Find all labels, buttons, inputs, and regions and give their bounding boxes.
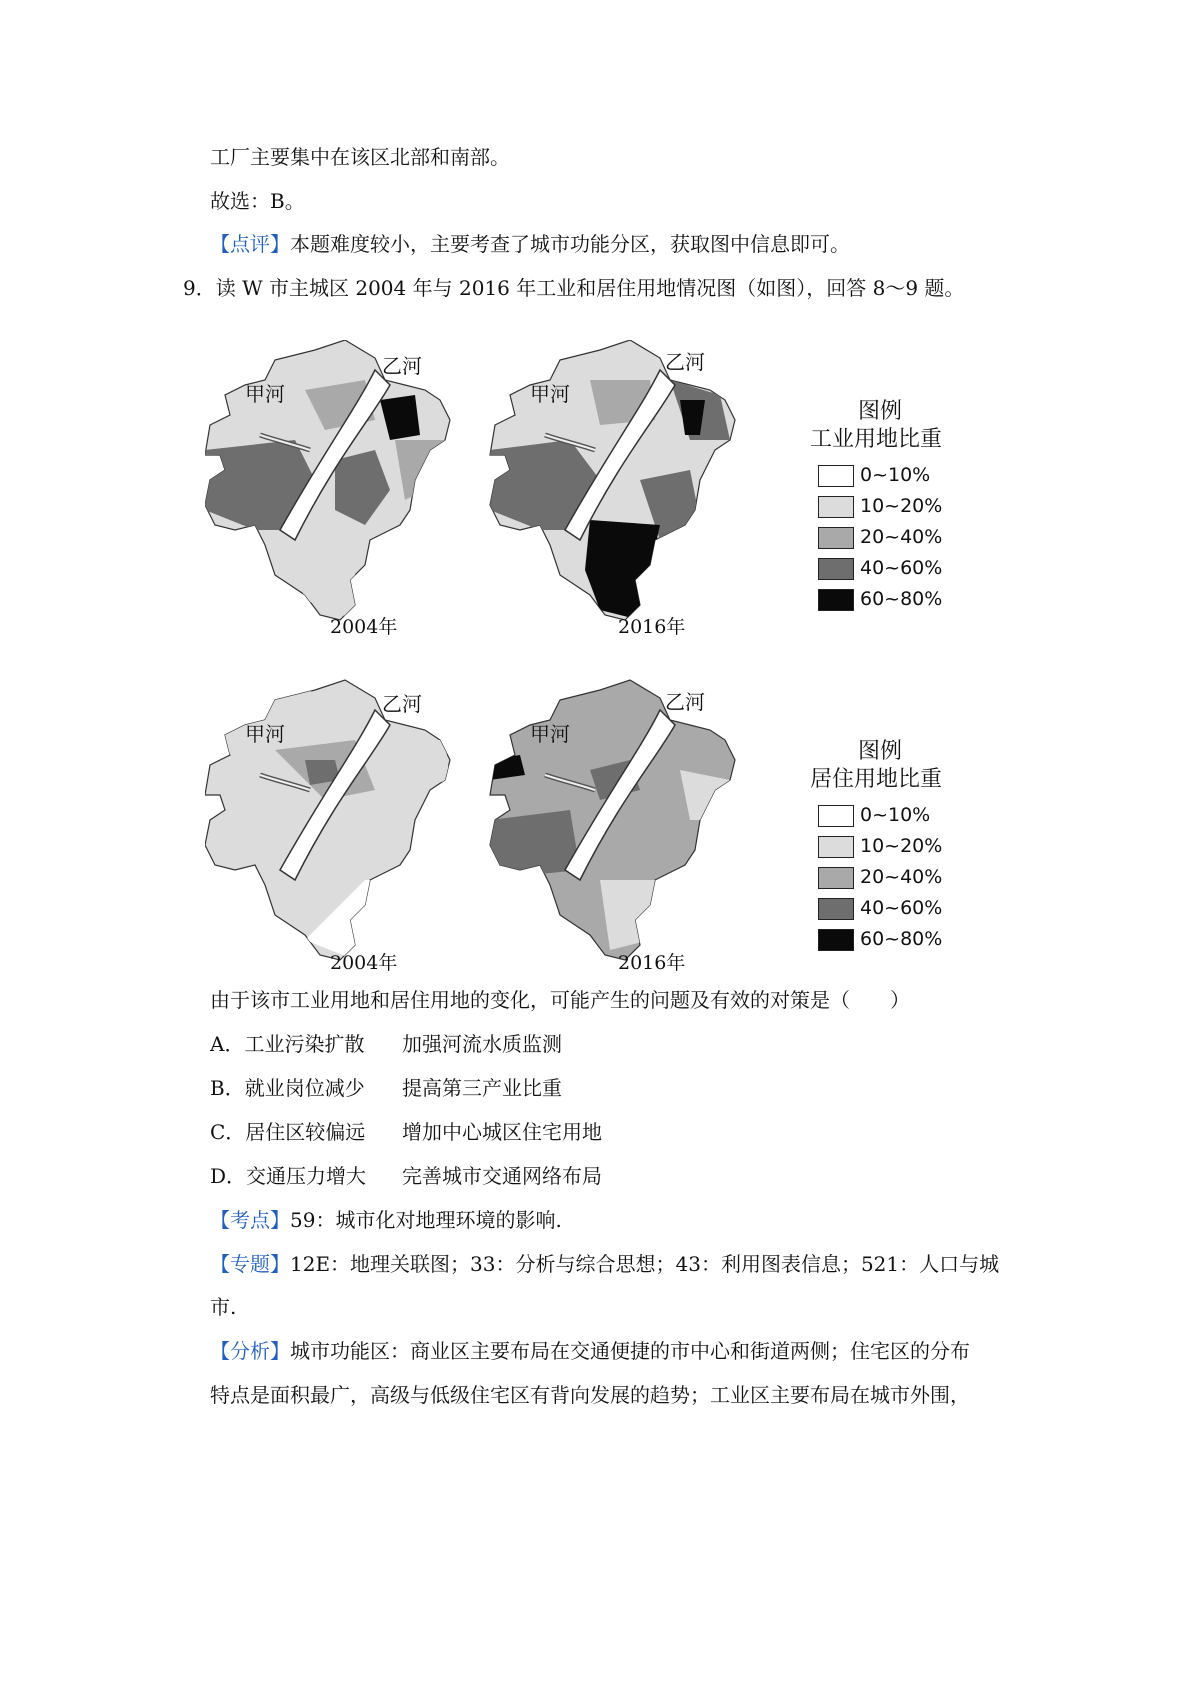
legend-item-label: 40~60% xyxy=(860,897,943,919)
legend-swatch xyxy=(818,496,854,518)
map-industry-2016 xyxy=(490,340,735,620)
option-c[interactable] xyxy=(210,1117,365,1147)
river-label-yi-3: 乙河 xyxy=(382,692,422,716)
fenxi-body: 城市功能区：商业区主要布局在交通便捷的市中心和街道两侧；住宅区的分布 xyxy=(290,1339,970,1363)
legend-item-label: 0~10% xyxy=(860,804,931,826)
fenxi-continuation: 特点是面积最广，高级与低级住宅区有背向发展的趋势；工业区主要布局在城市外围， xyxy=(210,1383,970,1407)
river-label-yi-2: 乙河 xyxy=(665,350,705,374)
legend-item-label: 0~10% xyxy=(860,464,931,486)
question-prompt: 由于该市工业用地和居住用地的变化，可能产生的问题及有效的对策是（ ） xyxy=(210,988,910,1012)
legend-item-label: 40~60% xyxy=(860,557,943,579)
zhuanti-paragraph xyxy=(210,1249,999,1279)
river-label-jia-2: 甲河 xyxy=(530,382,570,406)
question-text: 读 W 市主城区 2004 年与 2016 年工业和居住用地情况图（如图），回答 8～9 题。 xyxy=(215,276,965,300)
year-caption-2004-top: 2004年 xyxy=(330,616,398,638)
river-label-yi-4: 乙河 xyxy=(665,690,705,714)
map-industry-2004 xyxy=(205,340,450,620)
legend-swatch xyxy=(818,929,854,951)
river-label-yi-1: 乙河 xyxy=(382,354,422,378)
comment-body: 本题难度较小，主要考查了城市功能分区，获取图中信息即可。 xyxy=(290,232,850,256)
legend-industry-subtitle: 工业用地比重 xyxy=(810,427,943,452)
kaodian-body: 59：城市化对地理环境的影响. xyxy=(290,1208,562,1232)
fenxi-tag: 【分析】 xyxy=(210,1339,290,1363)
year-caption-2016-top: 2016年 xyxy=(618,616,686,638)
question-number: 9． xyxy=(183,276,216,300)
option-d[interactable] xyxy=(210,1161,366,1191)
map-residence-2016 xyxy=(490,680,735,960)
fenxi-paragraph xyxy=(210,1336,970,1366)
option-b-label: B．就业岗位减少 xyxy=(210,1076,365,1100)
option-d-answer: 完善城市交通网络布局 xyxy=(402,1164,602,1188)
option-b-answer: 提高第三产业比重 xyxy=(402,1076,562,1100)
option-a-label: A．工业污染扩散 xyxy=(210,1032,365,1056)
legend-residence-title: 图例 xyxy=(858,739,903,764)
legend-swatch xyxy=(818,465,854,487)
year-caption-2004-bottom: 2004年 xyxy=(330,952,398,974)
legend-item-label: 20~40% xyxy=(860,866,943,888)
option-b[interactable] xyxy=(210,1073,365,1103)
legend-item-label: 20~40% xyxy=(860,526,943,548)
option-c-label: C．居住区较偏远 xyxy=(210,1120,366,1144)
legend-item-label: 60~80% xyxy=(860,588,943,610)
legend-item-label: 10~20% xyxy=(860,495,943,517)
zhuanti-body: 12E：地理关联图；33：分析与综合思想；43：利用图表信息；521：人口与城 xyxy=(290,1252,1000,1276)
legend-swatch xyxy=(818,836,854,858)
comment-tag: 【点评】 xyxy=(210,232,290,256)
kaodian-paragraph xyxy=(210,1205,562,1235)
zhuanti-tag: 【专题】 xyxy=(210,1252,290,1276)
legend-item-label: 10~20% xyxy=(860,835,943,857)
legend-swatch xyxy=(818,898,854,920)
legend-industry-title: 图例 xyxy=(858,399,903,424)
legend-swatch xyxy=(818,589,854,611)
option-c-answer: 增加中心城区住宅用地 xyxy=(402,1120,602,1144)
river-label-jia-1: 甲河 xyxy=(245,382,285,406)
year-caption-2016-bottom: 2016年 xyxy=(618,952,686,974)
zhuanti-continuation: 市. xyxy=(210,1295,237,1319)
river-label-jia-4: 甲河 xyxy=(530,722,570,746)
legend-swatch xyxy=(818,527,854,549)
text-line-answer: 故选：B。 xyxy=(210,189,305,213)
option-d-label: D．交通压力增大 xyxy=(210,1164,367,1188)
comment-paragraph xyxy=(210,229,850,259)
river-label-jia-3: 甲河 xyxy=(245,722,285,746)
option-a[interactable] xyxy=(210,1029,364,1059)
map-residence-2004 xyxy=(205,680,450,960)
legend-swatch xyxy=(818,805,854,827)
legend-swatch xyxy=(818,867,854,889)
kaodian-tag: 【考点】 xyxy=(210,1208,290,1232)
text-line-factories: 工厂主要集中在该区北部和南部。 xyxy=(210,145,510,169)
option-a-answer: 加强河流水质监测 xyxy=(402,1032,562,1056)
legend-item-label: 60~80% xyxy=(860,928,943,950)
question-stem xyxy=(183,273,964,303)
legend-swatch xyxy=(818,558,854,580)
legend-residence-subtitle: 居住用地比重 xyxy=(810,767,943,792)
